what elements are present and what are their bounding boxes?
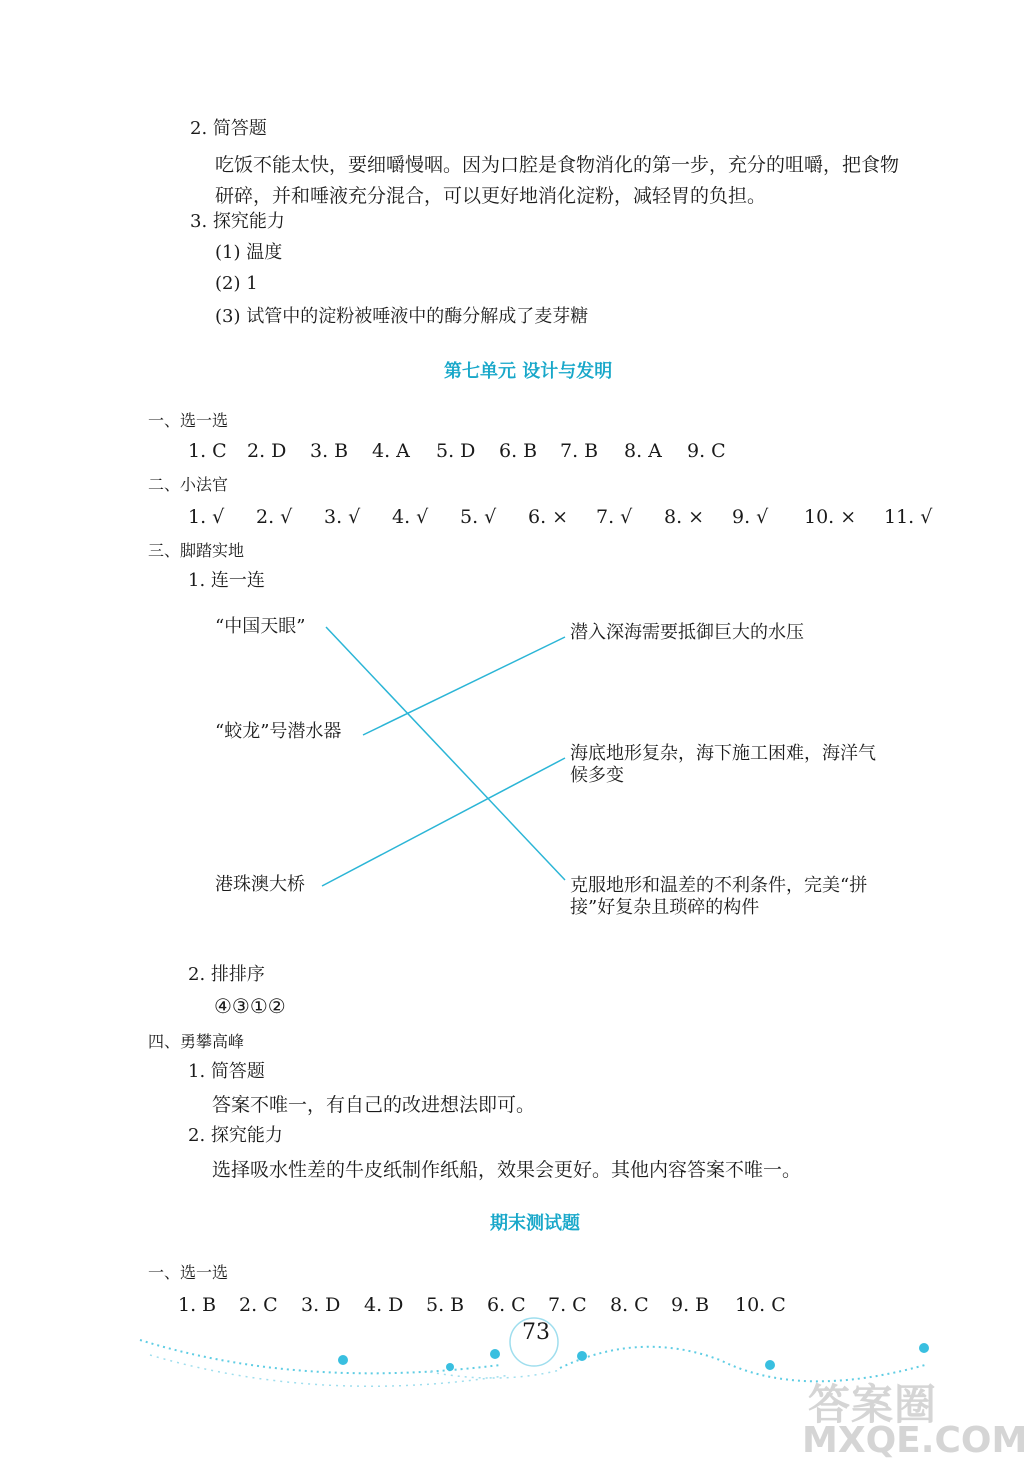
answer-item: 8. C — [610, 1294, 649, 1316]
match-left-item: “蛟龙”号潜水器 — [215, 721, 342, 742]
unit7-heading: 第七单元 设计与发明 — [444, 361, 613, 382]
page-number: 73 — [522, 1320, 550, 1345]
answer-item: 4. D — [364, 1294, 404, 1316]
answer-item: 2. D — [247, 440, 287, 462]
q2-answer-line1: 吃饭不能太快，要细嚼慢咽。因为口腔是食物消化的第一步，充分的咀嚼，把食物 — [215, 154, 900, 176]
answer-item: 2. C — [239, 1294, 278, 1316]
unit7-section-practice: 三、脚踏实地 — [148, 541, 245, 560]
answer-item: 8. × — [664, 506, 705, 528]
answer-item: 7. B — [560, 440, 599, 462]
unit7-section-challenge: 四、勇攀高峰 — [148, 1032, 245, 1051]
answer-item: 1. √ — [188, 506, 225, 528]
answer-item: 5. B — [426, 1294, 465, 1316]
challenge-q2-answer: 选择吸水性差的牛皮纸制作纸船，效果会更好。其他内容答案不唯一。 — [212, 1159, 802, 1181]
answer-item: 6. C — [487, 1294, 526, 1316]
answer-item: 3. D — [301, 1294, 341, 1316]
answer-item: 6. × — [528, 506, 569, 528]
answer-item: 1. C — [188, 440, 227, 462]
answer-item: 5. √ — [460, 506, 497, 528]
match-left-item: “中国天眼” — [215, 616, 306, 637]
final-choice-answers — [178, 1294, 786, 1316]
match-right-item: 海底地形复杂，海下施工困难，海洋气 — [570, 743, 876, 764]
q2-answer-line2: 研碎，并和唾液充分混合，可以更好地消化淀粉，减轻胃的负担。 — [215, 185, 767, 207]
match-title: 1. 连一连 — [188, 570, 265, 591]
match-right-item-cont: 候多变 — [570, 765, 624, 786]
unit7-section-judge: 二、小法官 — [148, 475, 229, 494]
match-right-item: 潜入深海需要抵御巨大的水压 — [570, 622, 804, 643]
unit7-section-choice: 一、选一选 — [148, 411, 229, 430]
match-line — [326, 627, 565, 880]
challenge-q1-answer: 答案不唯一，有自己的改进想法即可。 — [212, 1094, 536, 1116]
answer-item: 6. B — [499, 440, 538, 462]
q3-answer-b: (2) 1 — [215, 273, 258, 294]
answer-item: 9. B — [671, 1294, 710, 1316]
final-section-choice: 一、选一选 — [148, 1263, 229, 1282]
q3-title: 3. 探究能力 — [190, 211, 285, 232]
order-answer: ④③①② — [214, 994, 286, 1018]
answer-item: 11. √ — [884, 506, 933, 528]
order-title: 2. 排排序 — [188, 964, 265, 985]
answer-item: 7. C — [548, 1294, 587, 1316]
answer-item: 7. √ — [596, 506, 633, 528]
answer-item: 3. √ — [324, 506, 361, 528]
answer-item: 4. √ — [392, 506, 429, 528]
answer-item: 4. A — [372, 440, 410, 462]
answer-item: 9. √ — [732, 506, 769, 528]
match-right-item: 克服地形和温差的不利条件，完美“拼 — [570, 875, 868, 896]
answer-item: 8. A — [624, 440, 662, 462]
match-line — [363, 637, 565, 735]
answer-item: 10. C — [735, 1294, 786, 1316]
challenge-q2-title: 2. 探究能力 — [188, 1125, 283, 1146]
answer-item: 5. D — [436, 440, 476, 462]
answer-item: 1. B — [178, 1294, 217, 1316]
q3-answer-a: (1) 温度 — [215, 242, 283, 263]
match-left-item: 港珠澳大桥 — [215, 874, 305, 895]
answer-item: 10. × — [804, 506, 857, 528]
watermark-logo: 答案圈 — [808, 1380, 938, 1429]
final-heading: 期末测试题 — [490, 1213, 580, 1234]
watermark-url: MXQE.COM — [802, 1420, 1027, 1461]
challenge-q1-title: 1. 简答题 — [188, 1061, 265, 1082]
q3-answer-c: (3) 试管中的淀粉被唾液中的酶分解成了麦芽糖 — [215, 306, 589, 327]
match-right-item-cont: 接”好复杂且琐碎的构件 — [570, 897, 760, 918]
answer-item: 2. √ — [256, 506, 293, 528]
answer-item: 3. B — [310, 440, 349, 462]
q2-title: 2. 简答题 — [190, 118, 267, 139]
match-line — [322, 758, 565, 886]
answer-item: 9. C — [687, 440, 726, 462]
